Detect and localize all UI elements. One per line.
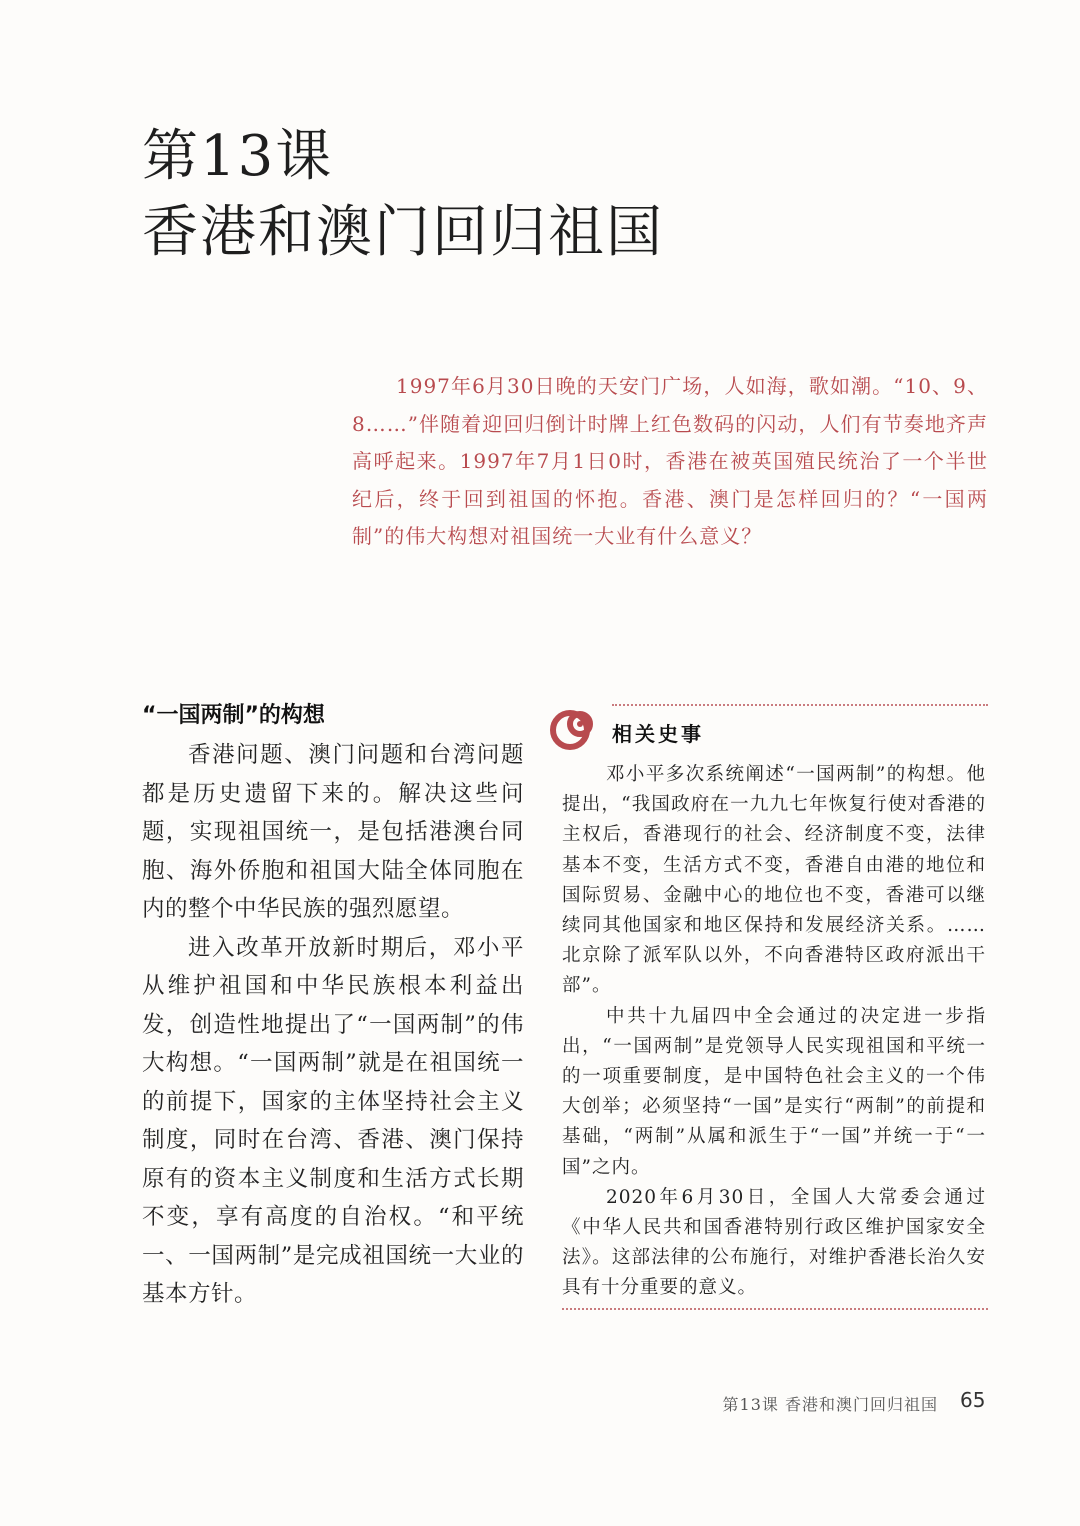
running-footer-title: 第13课 香港和澳门回归祖国 <box>722 1395 938 1414</box>
intro-paragraph: 1997年6月30日晚的天安门广场，人如海，歌如潮。“10、9、8……”伴随着迎回归倒计时牌上红色数码的闪动，人们有节奏地齐声高呼起来。1997年7月1日0时，香港在被英国殖民统治了一个半世纪后，终于回到祖国的怀抱。香港、澳门是怎样回归的？“一国两制”的伟大构想对祖国统一大业有什么意义？ <box>352 374 988 548</box>
dotted-divider-top <box>612 704 988 706</box>
related-history-body <box>562 760 986 1304</box>
related-history-box <box>562 702 988 1312</box>
section-heading: “一国两制”的构想 <box>142 703 325 728</box>
related-history-title: 相关史事 <box>612 722 704 746</box>
main-text-column <box>142 736 524 1314</box>
body-paragraph: 香港问题、澳门问题和台湾问题都是历史遗留下来的。解决这些问题，实现祖国统一，是包括港澳台同胞、海外侨胞和祖国大陆全体同胞在内的整个中华民族的强烈愿望。 <box>142 742 524 922</box>
body-paragraph: 进入改革开放新时期后，邓小平从维护祖国和中华民族根本利益出发，创造性地提出了“一国两制”的伟大构想。“一国两制”就是在祖国统一的前提下，国家的主体坚持社会主义制度，同时在台湾、香港、澳门保持原有的资本主义制度和生活方式长期不变，享有高度的自治权。“和平统一、一国两制”是完成祖国统一大业的基本方针。 <box>142 934 524 1307</box>
related-history-icon <box>550 702 602 754</box>
lesson-number: 第13课 <box>142 124 334 189</box>
aside-paragraph: 邓小平多次系统阐述“一国两制”的构想。他提出，“我国政府在一九九七年恢复行使对香港的主权后，香港现行的社会、经济制度不变，法律基本不变，生活方式不变，香港自由港的地位和国际贸易、金融中心的地位也不变，香港可以继续同其他国家和地区保持和发展经济关系。……北京除了派军队以外，不向香港特区政府派出干部”。 <box>562 764 986 997</box>
page-number: 65 <box>960 1388 986 1412</box>
aside-paragraph: 中共十九届四中全会通过的决定进一步指出，“一国两制”是党领导人民实现祖国和平统一的一项重要制度，是中国特色社会主义的一个伟大创举；必须坚持“一国”是实行“两制”的前提和基础，“两制”从属和派生于“一国”并统一于“一国”之内。 <box>562 1005 986 1178</box>
aside-paragraph: 2020年6月30日，全国人大常委会通过《中华人民共和国香港特别行政区维护国家安全法》。这部法律的公布施行，对维护香港长治久安具有十分重要的意义。 <box>562 1186 986 1299</box>
dotted-divider-bottom <box>562 1308 988 1310</box>
lesson-title: 香港和澳门回归祖国 <box>142 200 664 265</box>
